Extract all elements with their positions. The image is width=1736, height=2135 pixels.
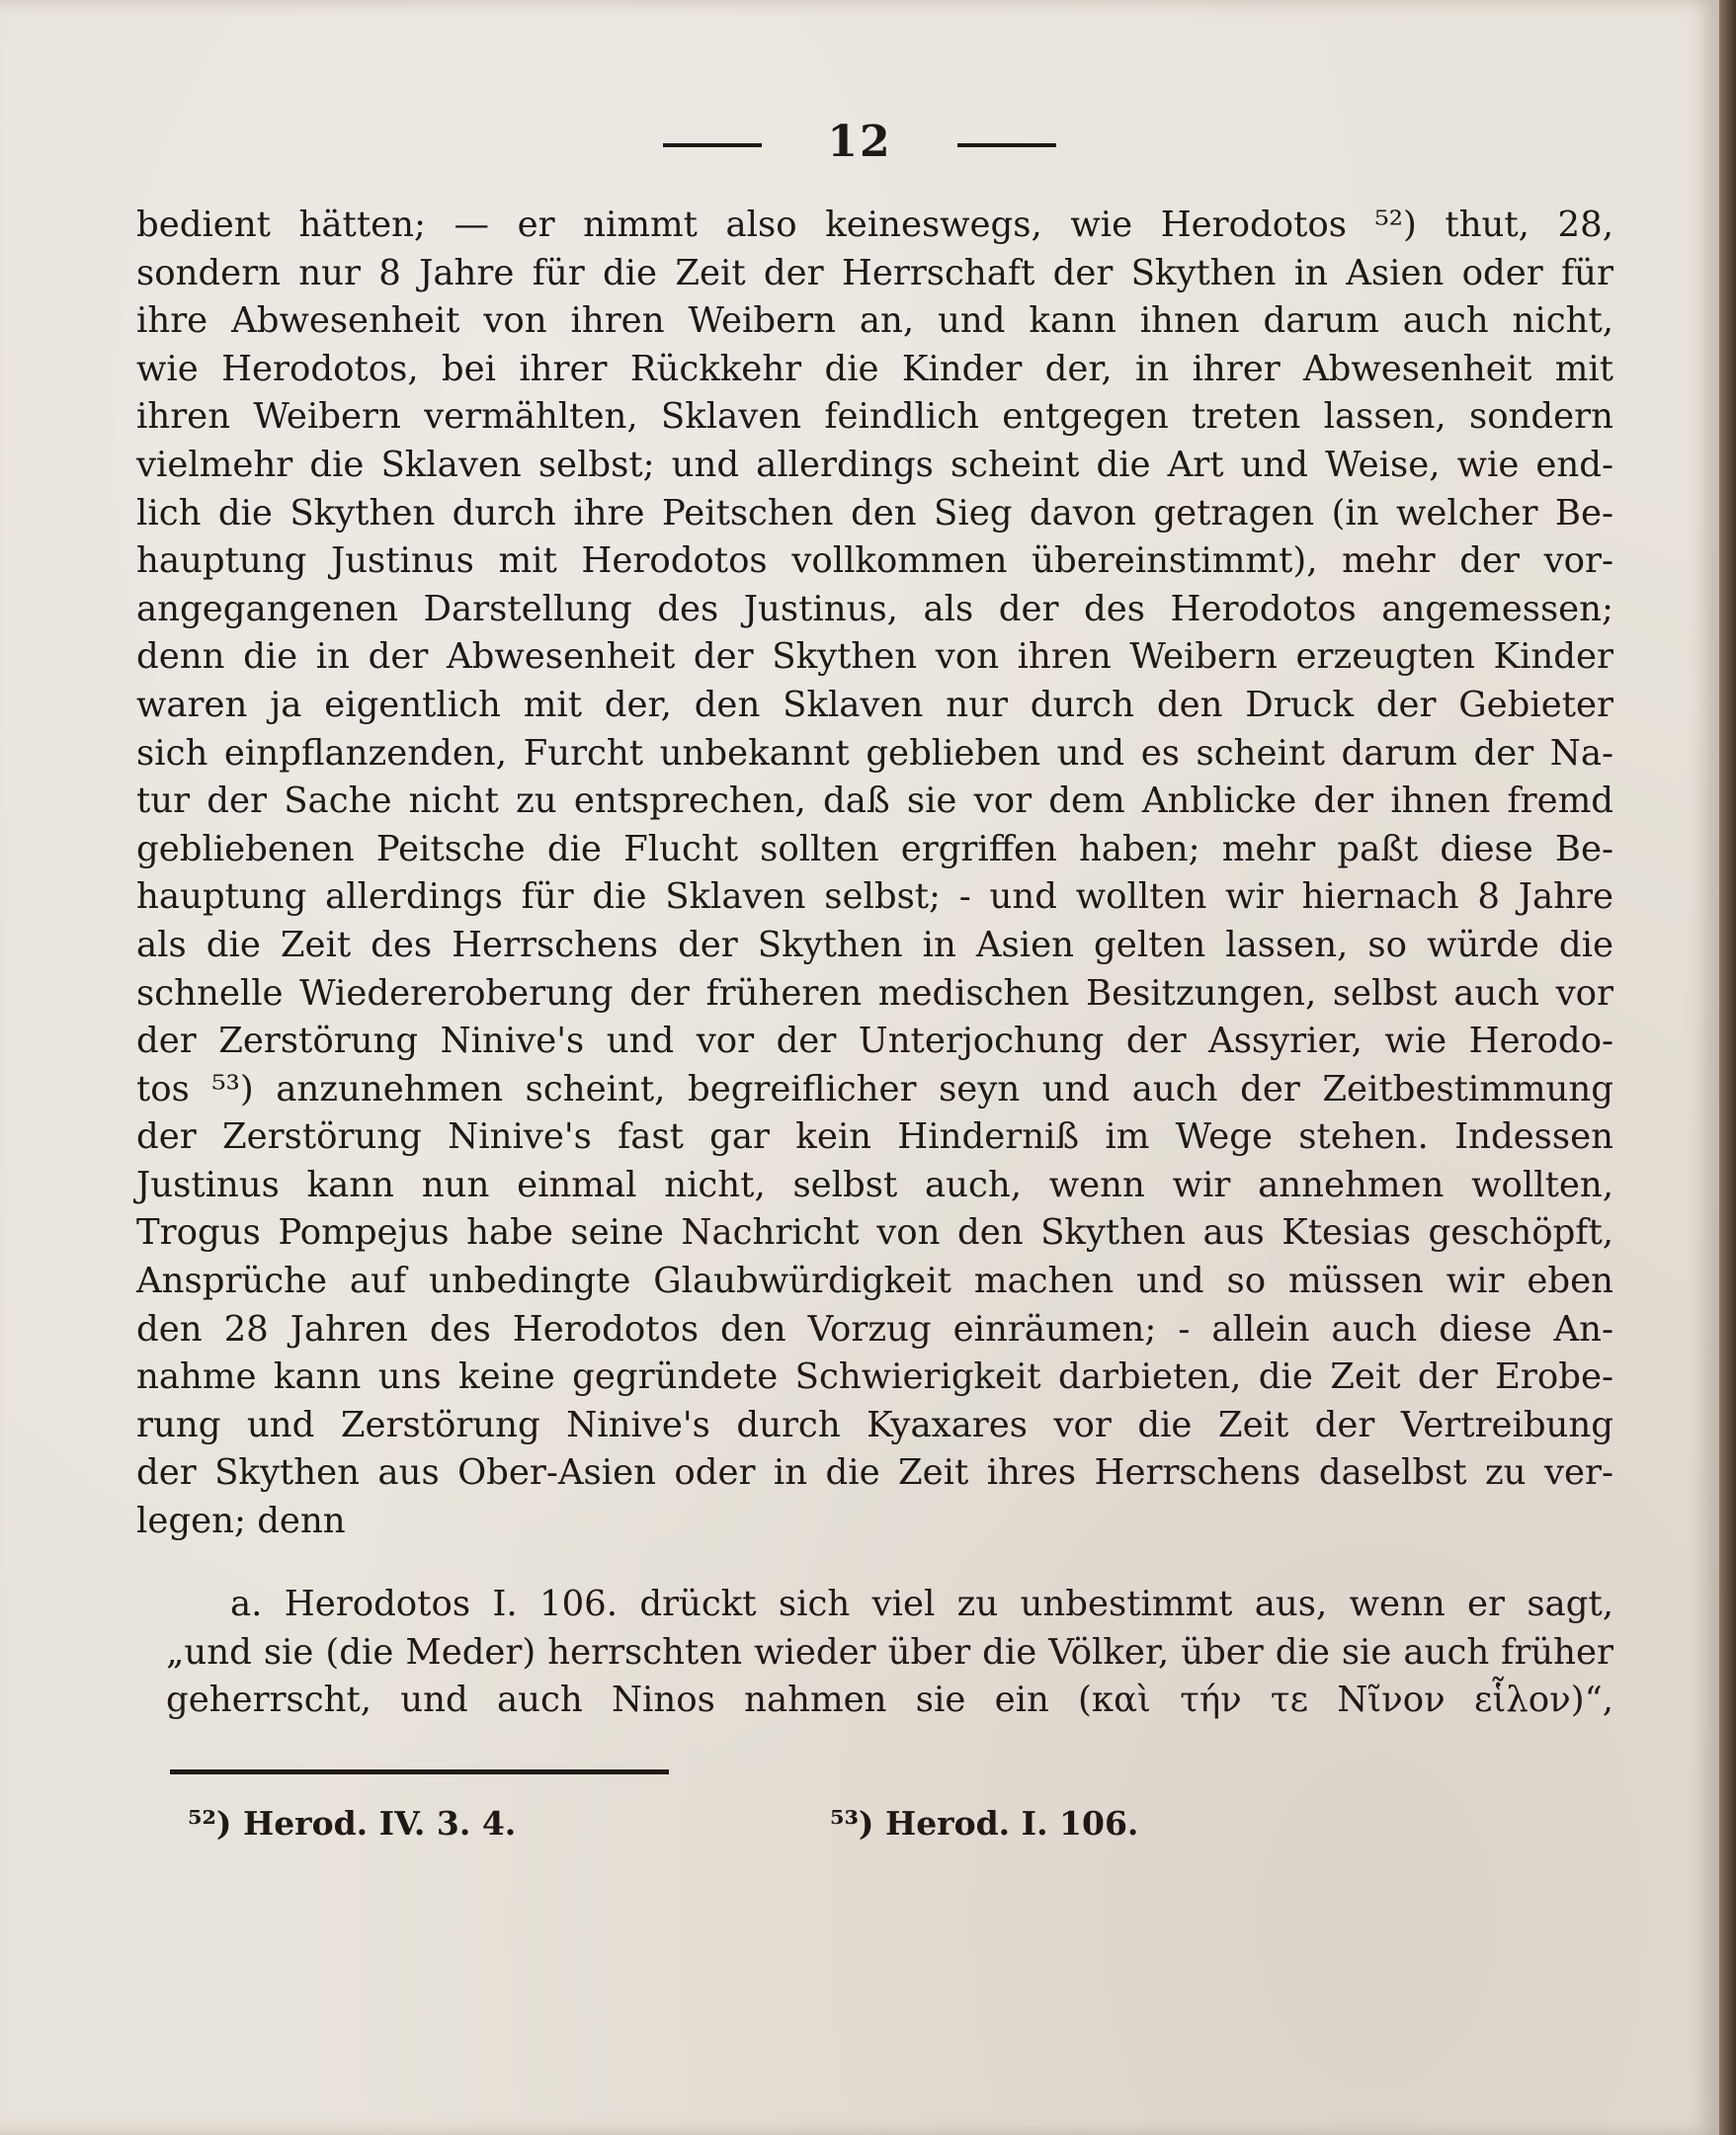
page-number: 12 [827, 117, 892, 167]
footnotes [188, 1804, 1373, 1853]
text-line: ihren Weibern vermählten, Sklaven feindlich entgegen treten lassen, sondern [136, 396, 1613, 438]
note-line: a. Herodotos I. 106. drückt sich viel zu unbestimmt aus, wenn er sagt, [230, 1584, 1613, 1624]
text-line: hauptung allerdings für die Sklaven selbst; - und wollten wir hiernach 8 Jahre [136, 876, 1613, 918]
text-line: wie Herodotos, bei ihrer Rückkehr die Kinder der, in ihrer Abwesenheit mit [136, 348, 1613, 389]
page-edge [1719, 0, 1736, 2135]
text-line: als die Zeit des Herrschens der Skythen in Asien gelten lassen, so würde die [136, 924, 1613, 965]
text-line: nahme kann uns keine gegründete Schwierigkeit darbieten, die Zeit der Erobe- [136, 1356, 1613, 1398]
text-line: angegangenen Darstellung des Justinus, als der des Herodotos angemessen; [136, 588, 1613, 629]
text-line: legen; denn [136, 1501, 346, 1542]
text-line: der Skythen aus Ober-Asien oder in die Zeit ihres Herrschens daselbst zu ver- [136, 1452, 1613, 1494]
footnote-53: ⁵³) Herod. I. 106. [830, 1804, 1139, 1843]
text-line: vielmehr die Sklaven selbst; und allerdings scheint die Art und Weise, wie end- [136, 444, 1613, 485]
text-line: sich einpflanzenden, Furcht unbekannt geblieben und es scheint darum der Na- [136, 732, 1613, 774]
text-line: gebliebenen Peitsche die Flucht sollten ergriffen haben; mehr paßt diese Be- [136, 828, 1613, 869]
page-header [0, 117, 1719, 167]
header-dash-right [957, 143, 1056, 147]
text-line: Ansprüche auf unbedingte Glaubwürdigkeit machen und so müssen wir eben [136, 1261, 1613, 1302]
note-line: „und sie (die Meder) herrschten wieder über die Völker, über die sie auch früher [166, 1631, 1613, 1673]
text-line: ihre Abwesenheit von ihren Weibern an, und kann ihnen darum auch nicht, [136, 300, 1613, 342]
note-a [166, 1581, 1613, 1725]
text-line: lich die Skythen durch ihre Peitschen den Sieg davon getragen (in welcher Be- [136, 492, 1613, 534]
text-line: bedient hätten; — er nimmt also keineswegs, wie Herodotos ⁵²) thut, 28, [136, 205, 1613, 245]
main-text [136, 202, 1613, 1546]
text-line: Justinus kann nun einmal nicht, selbst auch, wenn wir annehmen wollten, [136, 1164, 1613, 1205]
text-line: schnelle Wiedereroberung der früheren medischen Besitzungen, selbst auch vor [136, 972, 1613, 1014]
text-line: den 28 Jahren des Herodotos den Vorzug einräumen; - allein auch diese An- [136, 1308, 1613, 1350]
text-line: hauptung Justinus mit Herodotos vollkommen übereinstimmt), mehr der vor- [136, 540, 1613, 582]
header-dash-left [663, 143, 762, 147]
text-line: der Zerstörung Ninive's fast gar kein Hinderniß im Wege stehen. Indessen [136, 1116, 1613, 1158]
footnote-52: ⁵²) Herod. IV. 3. 4. [188, 1804, 517, 1843]
text-line: sondern nur 8 Jahre für die Zeit der Herrschaft der Skythen in Asien oder für [136, 252, 1613, 293]
text-line: denn die in der Abwesenheit der Skythen von ihren Weibern erzeugten Kinder [136, 636, 1613, 678]
text-line: rung und Zerstörung Ninive's durch Kyaxares vor die Zeit der Vertreibung [136, 1404, 1613, 1445]
note-line: geherrscht, und auch Ninos nahmen sie ein (καὶ τήν τε Νῖνον εἷλον)“, [166, 1680, 1613, 1721]
footnote-rule [170, 1769, 669, 1774]
text-line: tur der Sache nicht zu entsprechen, daß sie vor dem Anblicke der ihnen fremd [136, 780, 1613, 822]
text-line: der Zerstörung Ninive's und vor der Unterjochung der Assyrier, wie Herodo- [136, 1021, 1613, 1062]
text-line: tos ⁵³) anzunehmen scheint, begreiflicher seyn und auch der Zeitbestimmung [136, 1068, 1613, 1109]
text-line: waren ja eigentlich mit der, den Sklaven nur durch den Druck der Gebieter [136, 684, 1613, 725]
text-line: Trogus Pompejus habe seine Nachricht von den Skythen aus Ktesias geschöpft, [136, 1212, 1613, 1254]
